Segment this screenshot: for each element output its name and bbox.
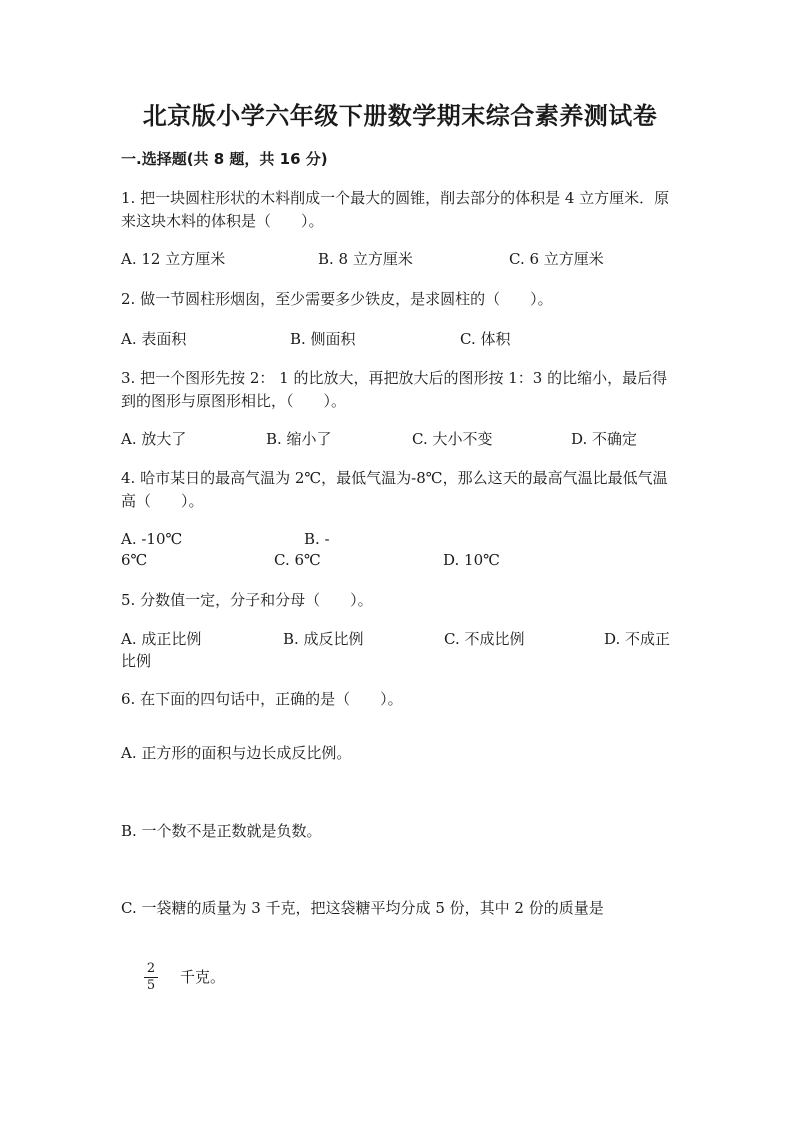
q1-option-b[interactable]: B. 8 立方厘米 <box>318 250 413 268</box>
question-5-stem: 5. 分数值一定，分子和分母（ ）。 <box>121 591 373 609</box>
q6-option-a[interactable]: A. 正方形的面积与边长成反比例。 <box>121 744 352 762</box>
q5-option-d[interactable]: D. 不成正 <box>604 630 671 648</box>
page-title: 北京版小学六年级下册数学期末综合素养测试卷 <box>142 102 658 130</box>
q5-option-b[interactable]: B. 成反比例 <box>283 630 364 648</box>
question-1-stem: 1. 把一块圆柱形状的木料削成一个最大的圆锥，削去部分的体积是 4 立方厘米．原来这块木料的体积是（ ）。 <box>121 189 670 230</box>
q4-option-c[interactable]: C. 6℃ <box>274 551 321 569</box>
q4-option-d[interactable]: D. 10℃ <box>443 551 500 569</box>
q2-option-c[interactable]: C. 体积 <box>460 330 511 348</box>
q5-option-a[interactable]: A. 成正比例 <box>121 630 202 648</box>
fraction-two-fifths <box>144 962 158 993</box>
q5-option-d-continued: 比例 <box>121 652 152 670</box>
fraction-numerator: 2 <box>146 961 156 976</box>
q4-option-b[interactable]: B. - <box>304 530 330 548</box>
question-6-stem: 6. 在下面的四句话中，正确的是（ ）。 <box>121 690 403 708</box>
question-2-stem: 2. 做一节圆柱形烟囱，至少需要多少铁皮，是求圆柱的（ ）。 <box>121 290 553 308</box>
q4-option-b-continued: 6℃ <box>121 551 148 569</box>
q6-option-b[interactable]: B. 一个数不是正数就是负数。 <box>121 822 322 840</box>
q6-option-c-continued: 千克。 <box>180 968 226 986</box>
q2-option-a[interactable]: A. 表面积 <box>121 330 187 348</box>
q5-option-c[interactable]: C. 不成比例 <box>444 630 525 648</box>
q1-option-c[interactable]: C. 6 立方厘米 <box>509 250 604 268</box>
q1-option-a[interactable]: A. 12 立方厘米 <box>121 250 226 268</box>
q3-option-a[interactable]: A. 放大了 <box>121 430 187 448</box>
question-3-stem: 3. 把一个图形先按 2： 1 的比放大，再把放大后的图形按 1：3 的比缩小，最后得到的图形与原图形相比，（ ）。 <box>121 369 668 410</box>
question-4-stem: 4. 哈市某日的最高气温为 2℃，最低气温为-8℃，那么这天的最高气温比最低气温高（ ）。 <box>121 469 668 510</box>
q3-option-c[interactable]: C. 大小不变 <box>412 430 493 448</box>
fraction-denominator: 5 <box>146 978 156 993</box>
section-heading: 一.选择题(共 8 题，共 16 分) <box>121 150 328 168</box>
q2-option-b[interactable]: B. 侧面积 <box>290 330 356 348</box>
q6-option-c[interactable]: C. 一袋糖的质量为 3 千克，把这袋糖平均分成 5 份，其中 2 份的质量是 <box>121 899 604 917</box>
q3-option-b[interactable]: B. 缩小了 <box>266 430 332 448</box>
q4-option-a[interactable]: A. -10℃ <box>121 530 183 548</box>
q3-option-d[interactable]: D. 不确定 <box>571 430 638 448</box>
